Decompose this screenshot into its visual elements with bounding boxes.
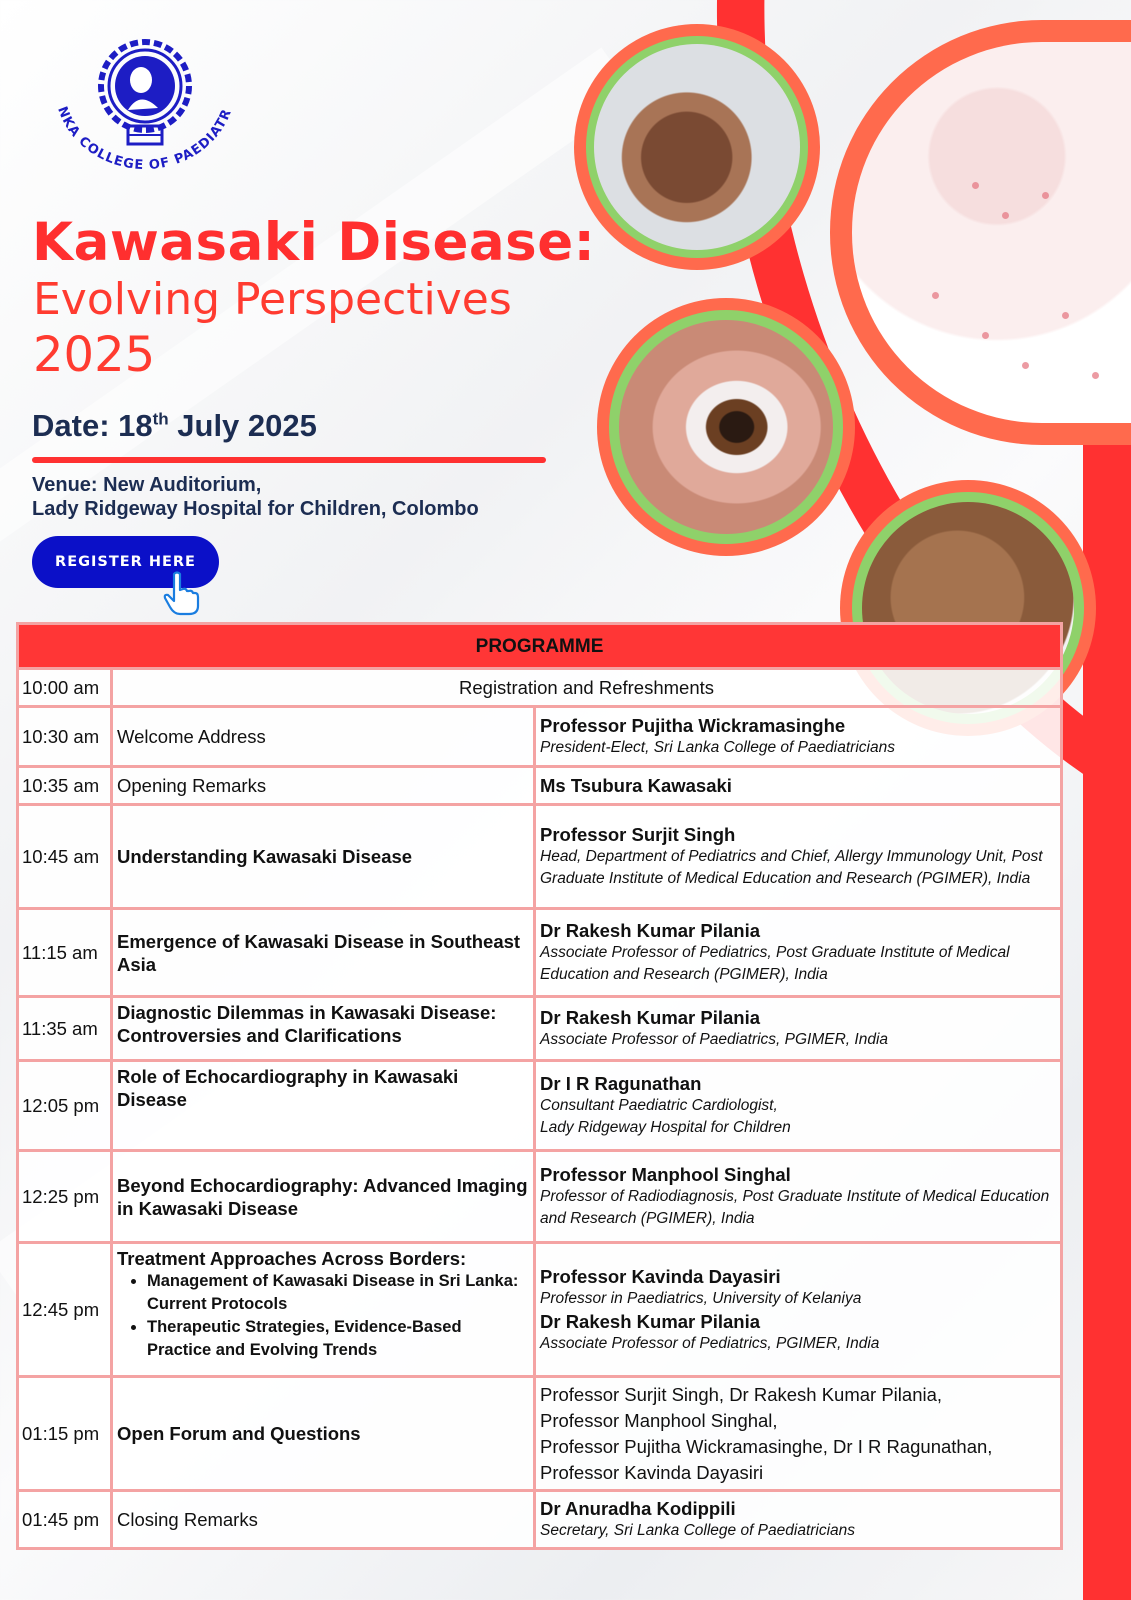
speaker-name: Dr Rakesh Kumar Pilania	[540, 1007, 761, 1028]
session-speakers	[535, 767, 1062, 805]
session-title	[112, 1061, 535, 1151]
programme-row	[18, 767, 1062, 805]
programme-row	[18, 1491, 1062, 1549]
session-time: 10:30 am	[18, 707, 112, 767]
pointer-hand-icon	[162, 570, 200, 616]
speaker-role: Associate Professor of Pediatrics, Post Graduate Institute of Medical Education and Research (PGIMER), India	[540, 944, 1010, 983]
session-speakers	[535, 1377, 1062, 1491]
speaker-name: Dr Rakesh Kumar Pilania	[540, 920, 761, 941]
session-time: 12:05 pm	[18, 1061, 112, 1151]
programme-row	[18, 805, 1062, 909]
college-logo	[40, 38, 250, 198]
session-title: Registration and Refreshments	[112, 669, 1062, 707]
session-title	[112, 1377, 535, 1491]
session-title-text: Understanding Kawasaki Disease	[117, 846, 413, 867]
session-speakers	[535, 997, 1062, 1061]
session-speakers	[535, 1151, 1062, 1243]
programme-row	[18, 1243, 1062, 1377]
programme-row	[18, 997, 1062, 1061]
session-title	[112, 1491, 535, 1549]
speaker-role: President-Elect, Sri Lanka College of Paediatricians	[540, 739, 895, 756]
session-title-text: Diagnostic Dilemmas in Kawasaki Disease: Controversies and Clarifications	[117, 1002, 497, 1046]
programme-row	[18, 707, 1062, 767]
speaker-name: Professor Manphool Singhal	[540, 1164, 791, 1185]
event-subtitle: Evolving Perspectives	[33, 274, 512, 325]
event-venue: Venue: New Auditorium, Lady Ridgeway Hospital for Children, Colombo	[32, 474, 479, 520]
speaker-role: Consultant Paediatric Cardiologist,	[540, 1097, 778, 1114]
programme-table	[16, 622, 1063, 1550]
session-title	[112, 707, 535, 767]
subtopic-item: • Therapeutic Strategies, Evidence-Based Practice and Evolving Trends	[147, 1316, 529, 1362]
session-time: 10:45 am	[18, 805, 112, 909]
session-title-text: Beyond Echocardiography: Advanced Imaging in Kawasaki Disease	[117, 1174, 528, 1219]
session-title	[112, 805, 535, 909]
session-title-text: Open Forum and Questions	[117, 1423, 361, 1444]
session-speakers	[535, 909, 1062, 997]
session-title-text: Treatment Approaches Across Borders:	[117, 1248, 467, 1269]
svg-text:SRI LANKA COLLEGE OF PAEDIATRI: NKA COLLEGE OF PAEDIATR	[54, 104, 236, 174]
speaker-role: Secretary, Sri Lanka College of Paediatricians	[540, 1522, 856, 1539]
red-eye-photo	[619, 320, 833, 534]
session-time: 10:00 am	[18, 669, 112, 707]
session-title-text: Emergence of Kawasaki Disease in Southeast Asia	[117, 930, 521, 975]
programme-header: PROGRAMME	[18, 624, 1062, 669]
panel-member-line: Professor Kavinda Dayasiri	[540, 1461, 764, 1483]
speaker-name: Professor Kavinda Dayasiri	[540, 1265, 781, 1287]
speaker-name: Ms Tsubura Kawasaki	[540, 775, 732, 796]
speaker-role: Associate Professor of Paediatrics, PGIMER, India	[540, 1031, 889, 1048]
speaker-role: Associate Professor of Pediatrics, PGIMER, India	[540, 1334, 880, 1352]
speaker-role: Lady Ridgeway Hospital for Children	[540, 1119, 791, 1136]
session-speakers	[535, 1491, 1062, 1549]
session-time: 11:15 am	[18, 909, 112, 997]
session-title	[112, 997, 535, 1061]
subtopic-list	[117, 1270, 529, 1362]
event-year: 2025	[33, 327, 156, 383]
baby-rash-photo	[852, 42, 1131, 423]
session-time: 11:35 am	[18, 997, 112, 1061]
event-title: Kawasaki Disease:	[32, 212, 596, 273]
speaker-name: Dr Anuradha Kodippili	[540, 1498, 736, 1519]
panel-member-line: Professor Manphool Singhal,	[540, 1409, 778, 1431]
programme-row	[18, 1377, 1062, 1491]
hand-photo	[594, 44, 800, 250]
session-time: 12:45 pm	[18, 1243, 112, 1377]
session-time: 01:15 pm	[18, 1377, 112, 1491]
session-title-text: Welcome Address	[117, 726, 266, 747]
session-title	[112, 1243, 535, 1377]
session-speakers	[535, 707, 1062, 767]
session-title-text: Closing Remarks	[117, 1509, 258, 1530]
subtopic-item: • Management of Kawasaki Disease in Sri Lanka: Current Protocols	[147, 1270, 529, 1316]
session-title	[112, 767, 535, 805]
speaker-name: Dr Rakesh Kumar Pilania	[540, 1310, 761, 1332]
session-speakers	[535, 1243, 1062, 1377]
event-date: Date: 18th July 2025	[32, 408, 317, 443]
speaker-name: Dr I R Ragunathan	[540, 1073, 702, 1094]
session-speakers	[535, 805, 1062, 909]
hand-photo-circle	[574, 24, 820, 270]
panel-member-line: Professor Surjit Singh, Dr Rakesh Kumar Pilania,	[540, 1383, 943, 1405]
register-button[interactable]: REGISTER HERE	[32, 536, 219, 588]
panel-member-line: Professor Pujitha Wickramasinghe, Dr I R Ragunathan,	[540, 1435, 993, 1457]
session-title-text: Role of Echocardiography in Kawasaki Disease	[117, 1066, 459, 1110]
session-time: 12:25 pm	[18, 1151, 112, 1243]
programme-row	[18, 909, 1062, 997]
speaker-name: Professor Pujitha Wickramasinghe	[540, 715, 846, 736]
session-time: 01:45 pm	[18, 1491, 112, 1549]
speaker-role: Professor of Radiodiagnosis, Post Graduate Institute of Medical Education and Research (PGIMER), India	[540, 1188, 1050, 1227]
session-time: 10:35 am	[18, 767, 112, 805]
programme-row	[18, 1061, 1062, 1151]
session-title	[112, 1151, 535, 1243]
session-speakers	[535, 1061, 1062, 1151]
divider	[32, 457, 546, 463]
programme-row	[18, 1151, 1062, 1243]
session-title	[112, 909, 535, 997]
session-title-text: Opening Remarks	[117, 775, 267, 796]
speaker-name: Professor Surjit Singh	[540, 824, 736, 845]
eye-photo-circle	[597, 298, 855, 556]
speaker-role: Head, Department of Pediatrics and Chief, Allergy Immunology Unit, Post Graduate Institute of Medical Education and Research (PGIMER), India	[540, 848, 1043, 887]
programme-row	[18, 669, 1062, 707]
speaker-role: Professor in Paediatrics, University of Kelaniya	[540, 1289, 862, 1307]
